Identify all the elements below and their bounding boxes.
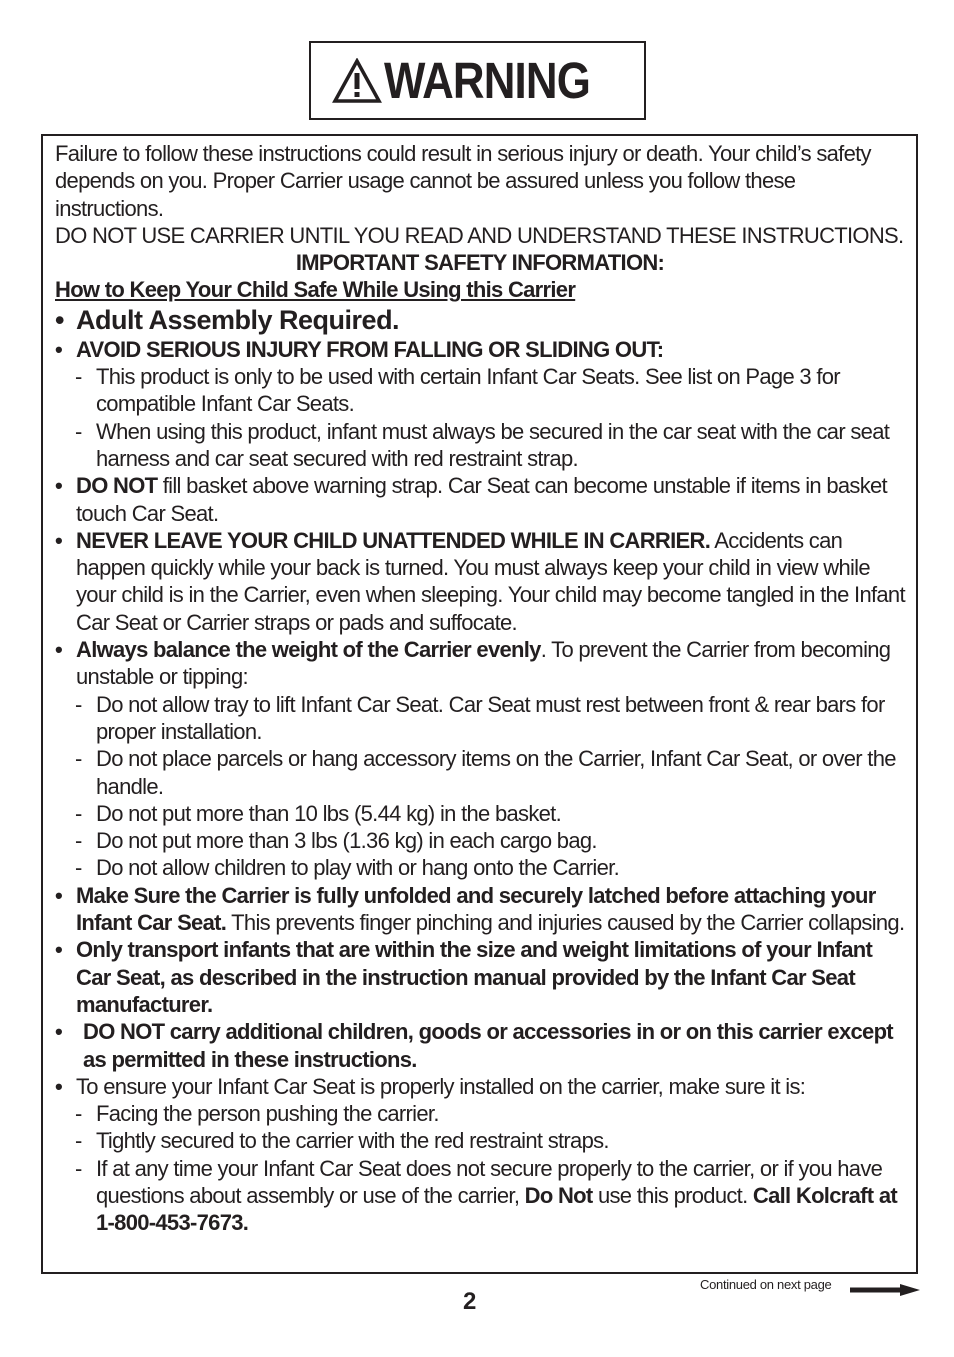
bullet-transport	[55, 936, 905, 1018]
bullet-unfold	[55, 882, 905, 937]
balance-dash-4: - Do not put more than 3 lbs (1.36 kg) in each cargo bag.	[55, 827, 905, 854]
balance-text: . To prevent the Carrier from becoming unstable or tipping:	[76, 637, 891, 690]
avoid-dash-1: - This product is only to be used with certain Infant Car Seats. See list on Page 3 for compatible Infant Car Seats.	[55, 363, 905, 418]
warning-title: WARNING	[383, 52, 590, 109]
ensure-use-text: use this product.	[592, 1182, 753, 1208]
right-arrow-icon	[850, 1284, 920, 1296]
basket-text: fill basket above warning strap. Car Seat can become unstable if items in basket touch Car Seat.	[76, 473, 887, 526]
balance-dash-3: - Do not put more than 10 lbs (5.44 kg) in the basket.	[55, 800, 905, 827]
balance-dash-5: - Do not allow children to play with or hang onto the Carrier.	[55, 854, 905, 881]
balance-dash-1: - Do not allow tray to lift Infant Car Seat. Car Seat must rest between front & rear bars for proper installation.	[55, 691, 905, 746]
kolcraft-phone: Call Kolcraft at 1-800-453-7673.	[96, 1182, 897, 1236]
avoid-dash-2: - When using this product, infant must always be secured in the car seat with the car seat harness and car seat secured with red restraint strap.	[55, 418, 905, 473]
ensure-dash-3-text: If at any time your Infant Car Seat does not secure properly to the carrier, or if you have questions about assembly or use of the carrier,	[96, 1155, 883, 1208]
bullet-carry	[55, 1018, 905, 1073]
intro-do-not-use: DO NOT USE CARRIER UNTIL YOU READ AND UNDERSTAND THESE INSTRUCTIONS.	[55, 222, 904, 248]
continued-note: Continued on next page	[700, 1277, 832, 1292]
safety-instructions-content	[55, 140, 905, 1237]
intro-paragraph: Failure to follow these instructions could result in serious injury or death. Your child’s safety depends on you. Proper Carrier usage cannot be assured unless you follow these instructions.	[55, 141, 871, 221]
basket-bold: DO NOT	[76, 473, 158, 499]
safety-subheading: How to Keep Your Child Safe While Using this Carrier	[55, 277, 576, 303]
ensure-dash-3	[55, 1155, 905, 1237]
bullet-ensure: • To ensure your Infant Car Seat is properly installed on the carrier, make sure it is:	[55, 1073, 905, 1100]
bullet-unattended	[55, 527, 905, 636]
safety-instructions-box	[41, 134, 918, 1274]
transport-text: Only transport infants that are within the size and weight limitations of your Infant Car Seat, as described in the instruction manual provided by the Infant Car Seat manufacturer.	[76, 937, 873, 1017]
unattended-text: Accidents can happen quickly while your back is turned. You must always keep your child in view while your child is in the Carrier, even when sleeping. Your child may become tangled in the Infant Car Seat or Carrier straps or pads and suffocate.	[76, 527, 905, 635]
balance-dash-2: - Do not place parcels or hang accessory items on the Carrier, Infant Car Seat, or over the handle.	[55, 745, 905, 800]
unfold-text: This prevents finger pinching and injuries caused by the Carrier collapsing.	[226, 910, 905, 936]
bullet-balance	[55, 636, 905, 691]
unfold-bold: Make Sure the Carrier is fully unfolded and securely latched before attaching your Infant Car Seat.	[76, 882, 876, 936]
balance-bold: Always balance the weight of the Carrier evenly	[76, 637, 541, 663]
bullet-assembly: • Adult Assembly Required.	[55, 304, 905, 336]
warning-header	[309, 41, 646, 120]
important-safety-heading: IMPORTANT SAFETY INFORMATION:	[295, 250, 665, 276]
carry-text: DO NOT carry additional children, goods or accessories in or on this carrier except as permitted in these instructions.	[83, 1019, 893, 1072]
avoid-injury-text: AVOID SERIOUS INJURY FROM FALLING OR SLIDING OUT:	[76, 336, 664, 362]
bullet-avoid-injury	[55, 336, 905, 363]
ensure-dash-2: - Tightly secured to the carrier with the red restraint straps.	[55, 1127, 905, 1154]
unattended-bold: NEVER LEAVE YOUR CHILD UNATTENDED WHILE IN CARRIER.	[76, 527, 711, 553]
ensure-dash-1: - Facing the person pushing the carrier.	[55, 1100, 905, 1127]
ensure-do-not: Do Not	[524, 1182, 593, 1208]
page-number: 2	[463, 1288, 477, 1315]
bullet-basket	[55, 472, 905, 527]
warning-triangle-icon	[332, 58, 382, 104]
